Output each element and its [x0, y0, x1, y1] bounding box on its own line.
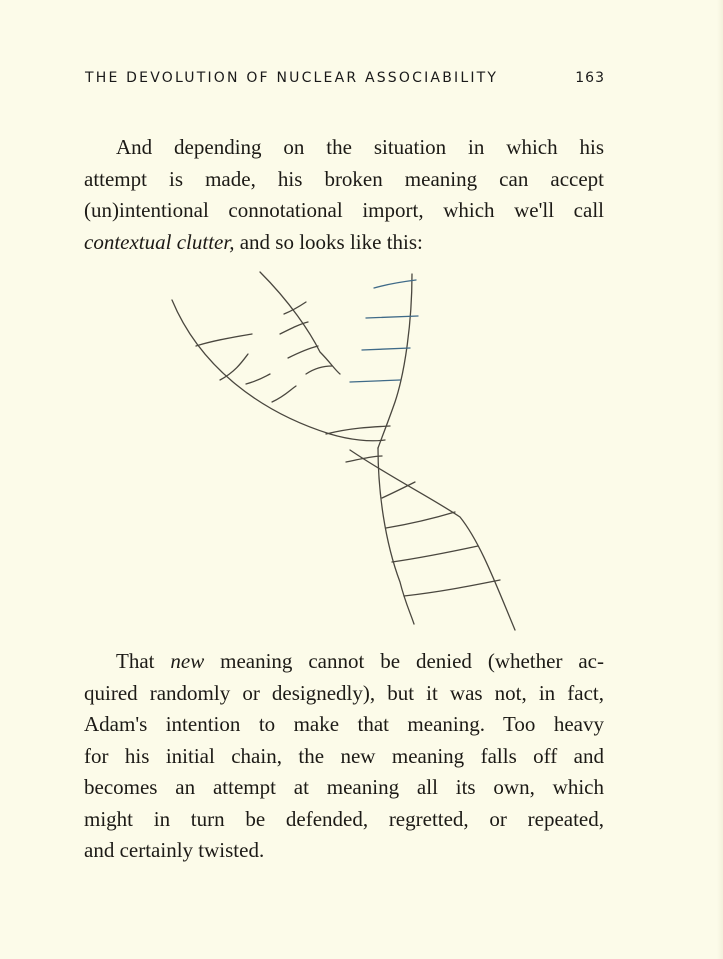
rung [404, 580, 500, 596]
rung [272, 386, 296, 402]
rung [288, 346, 318, 358]
paragraph-1-line-1: And depending on the situation in which his [116, 135, 604, 159]
rung [382, 482, 415, 498]
rung [220, 354, 248, 380]
paragraph-2-line-6: might in turn be defended, regretted, or repeated, [84, 806, 604, 831]
strand-lower-right [350, 450, 515, 630]
paragraph-2 [84, 646, 604, 867]
running-head-title: THE DEVOLUTION OF NUCLEAR ASSOCIABILITY [85, 70, 499, 86]
strand-upper-left [172, 300, 385, 441]
page-number: 163 [575, 70, 605, 86]
strand-upper-middle [260, 272, 340, 374]
page-edge [717, 0, 723, 959]
paragraph-1-line-4 [84, 227, 604, 259]
rung [374, 280, 416, 288]
paragraph-2-line-4: for his initial chain, the new meaning falls off and [84, 743, 604, 768]
chain-diagram [160, 262, 530, 642]
strand-lower-left [378, 448, 414, 624]
rung [306, 366, 332, 374]
paragraph-2-line-1-start: That [116, 649, 171, 673]
paragraph-1-line-2: attempt is made, his broken meaning can accept [84, 166, 604, 191]
rung [392, 546, 478, 562]
rung [386, 512, 455, 528]
paragraph-2-line-3: Adam's intention to make that meaning. Too heavy [84, 712, 604, 736]
term-new: new [170, 649, 205, 673]
rung [246, 374, 270, 384]
rung [326, 426, 390, 434]
rung [350, 380, 400, 382]
term-contextual-clutter: contextual clutter, [84, 229, 235, 254]
paragraph-1-line-4-rest: and so looks like this: [234, 229, 423, 254]
paragraph-1-line-3: (un)intentional connotational import, which we'll call [84, 198, 604, 222]
rung [346, 456, 382, 462]
paragraph-2-line-1-rest: meaning cannot be denied (whether ac- [204, 649, 604, 673]
paragraph-2-line-1 [84, 646, 604, 678]
rung [280, 322, 308, 334]
paragraph-2-line-5: becomes an attempt at meaning all its own, which [84, 775, 604, 799]
running-head [85, 70, 605, 86]
paragraph-1 [84, 132, 604, 258]
chain-diagram-svg [160, 262, 530, 642]
rung [196, 334, 252, 346]
paragraph-2-line-7: and certainly twisted. [84, 838, 265, 862]
paragraph-2-line-2: quired randomly or designedly), but it was not, in fact, [84, 680, 604, 705]
rung [362, 348, 410, 350]
strand-upper-right [378, 274, 412, 448]
